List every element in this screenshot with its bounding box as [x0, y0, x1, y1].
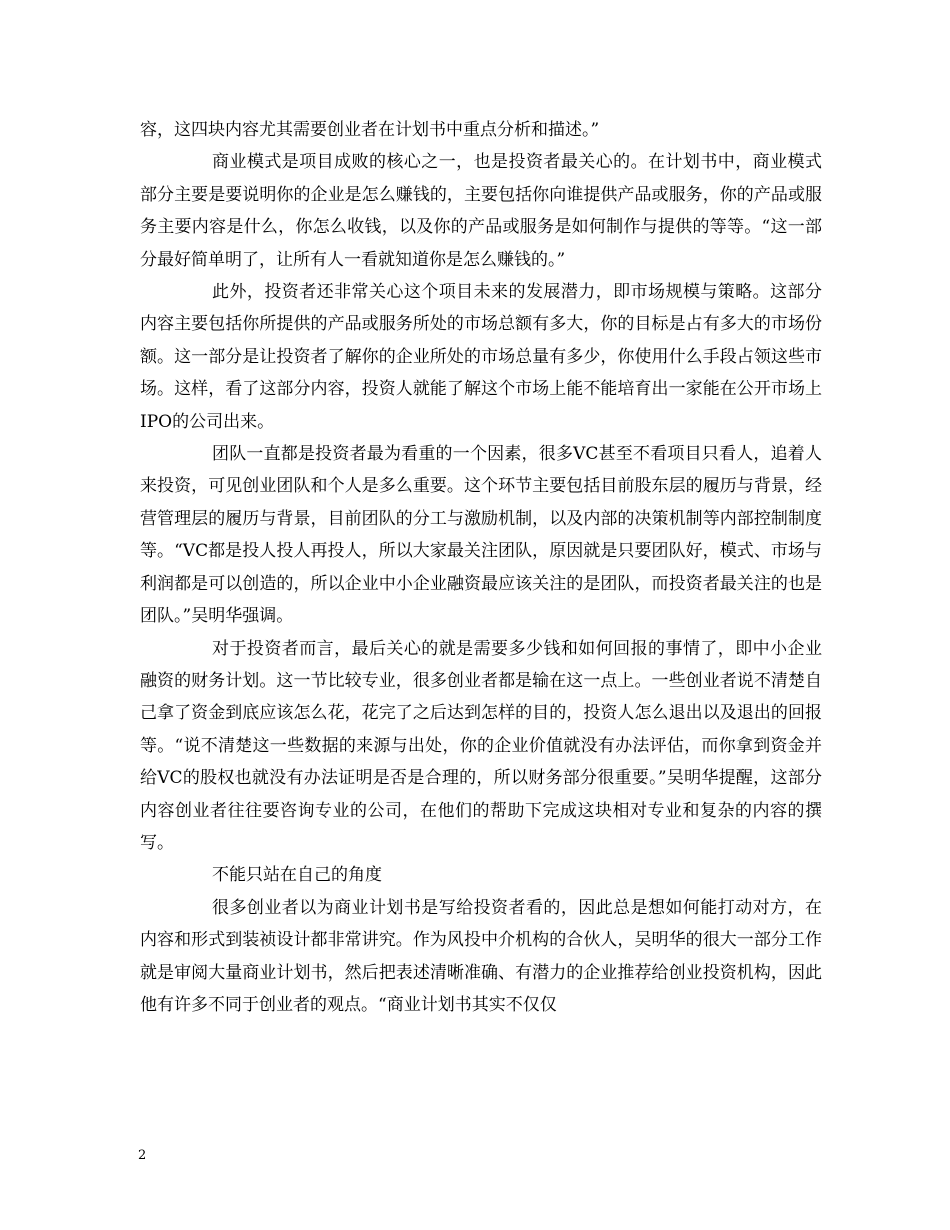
- document-body: [140, 114, 822, 1021]
- page-number: 2: [138, 1148, 147, 1163]
- paragraph-financial-plan: 对于投资者而言，最后关心的就是需要多少钱和如何回报的事情了，即中小企业融资的财务计划。这一节比较专业，很多创业者都是输在这一点上。一些创业者说不清楚自己拿了资金到底应该怎么花，花完了之后达到怎样的目的，投资人怎么退出以及退出的回报等。“说不清楚这一些数据的来源与出处，你的企业价值就没有办法评估，而你拿到资金并给VC的股权也就没有办法证明是否是合理的，所以财务部分很重要。”吴明华提醒，这部分内容创业者往往要咨询专业的公司，在他们的帮助下完成这块相对专业和复杂的内容的撰写。: [140, 638, 822, 853]
- paragraph-team: 团队一直都是投资者最为看重的一个因素，很多VC甚至不看项目只看人，追着人来投资，可见创业团队和个人是多么重要。这个环节主要包括目前股东层的履历与背景，经营管理层的履历与背景，目前团队的分工与激励机制，以及内部的决策机制等内部控制制度等。“VC都是投人投人再投人，所以大家最关注团队，原因就是只要团队好，模式、市场与利润都是可以创造的，所以企业中小企业融资最应该关注的是团队，而投资者最关注的也是团队。”吴明华强调。: [140, 444, 822, 627]
- paragraph-market-potential: 此外，投资者还非常关心这个项目未来的发展潜力，即市场规模与策略。这部分内容主要包括你所提供的产品或服务所处的市场总额有多大，你的目标是占有多大的市场份额。这一部分是让投资者了解你的企业所处的市场总量有多少，你使用什么手段占领这些市场。这样，看了这部分内容，投资人就能了解这个市场上能不能培育出一家能在公开市场上IPO的公司出来。: [140, 282, 822, 432]
- paragraph-business-model: 商业模式是项目成败的核心之一，也是投资者最关心的。在计划书中，商业模式部分主要是要说明你的企业是怎么赚钱的，主要包括你向谁提供产品或服务，你的产品或服务主要内容是什么，你怎么收钱，以及你的产品或服务是如何制作与提供的等等。“这一部分最好简单明了，让所有人一看就知道你是怎么赚钱的。”: [140, 152, 822, 270]
- paragraph-perspective: 很多创业者以为商业计划书是写给投资者看的，因此总是想如何能打动对方，在内容和形式到装祯设计都非常讲究。作为风投中介机构的合伙人，吴明华的很大一部分工作就是审阅大量商业计划书，然后把表述清晰准确、有潜力的企业推荐给创业投资机构，因此他有许多不同于创业者的观点。“商业计划书其实不仅仅: [140, 897, 822, 1015]
- section-heading: 不能只站在自己的角度: [212, 865, 382, 886]
- paragraph-continuation: 容，这四块内容尤其需要创业者在计划书中重点分析和描述。”: [140, 120, 600, 140]
